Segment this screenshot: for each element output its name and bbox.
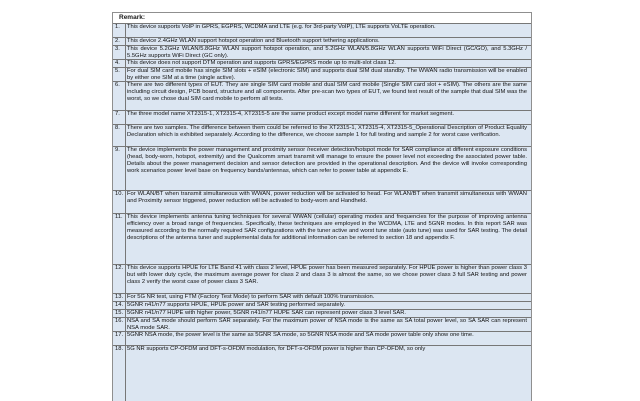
remark-item [113, 146, 531, 189]
remark-item-number: 7. [115, 111, 120, 117]
remark-item-number: 13. [115, 294, 124, 300]
remark-item-number: 2. [115, 38, 120, 44]
remark-item-number: 9. [115, 147, 120, 153]
remark-item-text: This device supports HPUE for LTE Band 41 with class 2 level, HPUE power has been measured separately. For HPUE power is higher than power class 3 but with lower duty cycle, the maximum average power for class 2 and class 3 is almost the same, so we chose power class 3 full SAR testing and power class 2 verify the worst case of power class 3 SAR. [127, 265, 527, 285]
remark-item [113, 317, 531, 332]
remark-item-text: 5G NR supports CP-OFDM and DFT-s-OFDM modulation, for DFT-s-OFDM power is higher than CP-OFDM, so only [127, 346, 426, 352]
remark-item [113, 190, 531, 212]
remark-item-number: 14. [115, 302, 124, 308]
remark-item [113, 23, 531, 38]
remark-item [113, 45, 531, 60]
remark-item-number: 15. [115, 310, 124, 316]
remark-item-number: 4. [115, 60, 120, 66]
remark-item-number: 16. [115, 318, 124, 324]
remark-item-text: 5GNR n41/n77 supports HPUE, HPUE power and SAR testing performed separately. [127, 302, 346, 308]
remark-item-text: 5GNR NSA mode, the power level is the same as 5GNR SA mode, so 5GNR NSA mode and SA mode power table only show one time. [127, 332, 474, 338]
remark-item-number: 8. [115, 125, 120, 131]
remark-item [113, 37, 531, 45]
remark-item-text: The three model name XT2315-1, XT2315-4, XT2315-5 are the same product except model name different for market segment. [127, 111, 454, 117]
remark-item-number: 3. [115, 46, 120, 52]
remark-item [113, 124, 531, 146]
remark-item-text: The device implements the power management and proximity sensor /receiver detection/hotspot mode for SAR compliance at different exposure conditions (head, body-worn, hotspot, extremity) and the Qualcomm smart transmit will manage to ensure the power level not exceeding the associated power table. Details about the power management decision and sensor detection are provided in the operational description. And the device will invoke corresponding work scenarios power level base on frequency bands/antennas, which can refer to power table at appendix E. [127, 147, 527, 174]
remark-item-text: This device implements antenna tuning techniques for several WWAN (cellular) operating modes and frequencies for the purpose of improving antenna efficiency over a broad range of frequencies. Specifically, these techniques are employed in the WCDMA, LTE and 5GNR modes. In this report SAR was measured according to the normally required SAR configurations with the tuner active and worst tune state (auto tune) was used for SAR testing. The detail descriptions of the antenna tuner and supplemental data for additional information can be referred to section 18 and appendix F. [127, 214, 527, 241]
remark-item-text: This device 5.2GHz WLAN/5.8GHz WLAN support hotspot operation, and 5.2GHz WLAN/5.8GHz WLAN supports WiFi Direct (GC/GO), and 5.3GHz / 5.5GHz supports WiFi Direct (GC only). [127, 46, 527, 59]
remark-table [112, 12, 532, 401]
remark-item [113, 59, 531, 67]
remark-item [113, 110, 531, 125]
remark-item-text: This device 2.4GHz WLAN support hotspot operation and Bluetooth support tethering applications. [127, 38, 380, 44]
remark-item-text: This device does not support DTM operation and supports GPRS/EGPRS mode up to multi-slot class 12. [127, 60, 397, 66]
remark-item-text: There are two samples. The difference between them could be referred to the XT2315-1, XT2315-4, XT2315-5_Operational Description of Product Equality Declaration which is exhibited separately. According to the difference, we choose sample 1 for full testing and sample 2 for worst case verification. [127, 125, 527, 138]
remark-item-text: This device supports VoIP in GPRS, EGPRS, WCDMA and LTE (e.g. for 3rd-party VoIP), LTE supports VoLTE operation. [127, 24, 436, 30]
remark-item-number: 10. [115, 191, 124, 197]
remark-item [113, 301, 531, 309]
remark-item-number: 12. [115, 265, 124, 271]
remark-item-number: 1. [115, 24, 120, 30]
remark-item-text: NSA and SA mode should perform SAR separately. For the maximum power of NSA mode is the same as SA total power level, so SA SAR can represent NSA mode SAR. [127, 318, 527, 331]
remark-item [113, 81, 531, 110]
remark-item-text: 5GNR n41/n77 HUPE with higher power, 5GNR n41/n77 HUPE SAR can represent power class 3 level SAR. [127, 310, 407, 316]
remark-item-text: For 5G NR test, using FTM (Factory Test Mode) to perform SAR with default 100% transmission. [127, 294, 375, 300]
remark-item-number: 6. [115, 82, 120, 88]
remark-item-text: For WLAN/BT when transmit simultaneous with WWAN, power reduction will be activated to head. For WLAN/BT when transmit simultaneous with WWAN and Proximity sensor triggered, power reduction will be activated to body-worn and Handheld. [127, 191, 527, 204]
remark-item-number: 5. [115, 68, 120, 74]
remark-item-text: There are two different types of EUT. They are single SIM card mobile and dual SIM card mobile (Single SIM card slot + eSIM). The others are the same including circuit design, PCB board, structure and all components. After pre-scan two types of EUT, we found test result of the sample that dual SIM was the worst, so we chose dual SIM card mobile to perform all tests. [127, 82, 527, 102]
remark-item [113, 293, 531, 301]
remark-item-number: 11. [115, 214, 123, 220]
remark-item [113, 67, 531, 82]
remark-item [113, 345, 531, 360]
remark-item [113, 213, 531, 263]
remark-item-text: For dual SIM card mobile has single SIM slots + eSIM (electronic SIM) and supports dual SIM dual standby. The WWAN radio transmission will be enabled by either one SIM at a time (single active). [127, 68, 527, 81]
remark-heading: Remark: [119, 14, 146, 21]
remark-header-row [113, 13, 531, 23]
remark-item-number: 17. [115, 332, 124, 338]
remark-item [113, 331, 531, 346]
remark-item-number: 18. [115, 346, 124, 352]
remark-item [113, 309, 531, 317]
remark-item [113, 264, 531, 293]
